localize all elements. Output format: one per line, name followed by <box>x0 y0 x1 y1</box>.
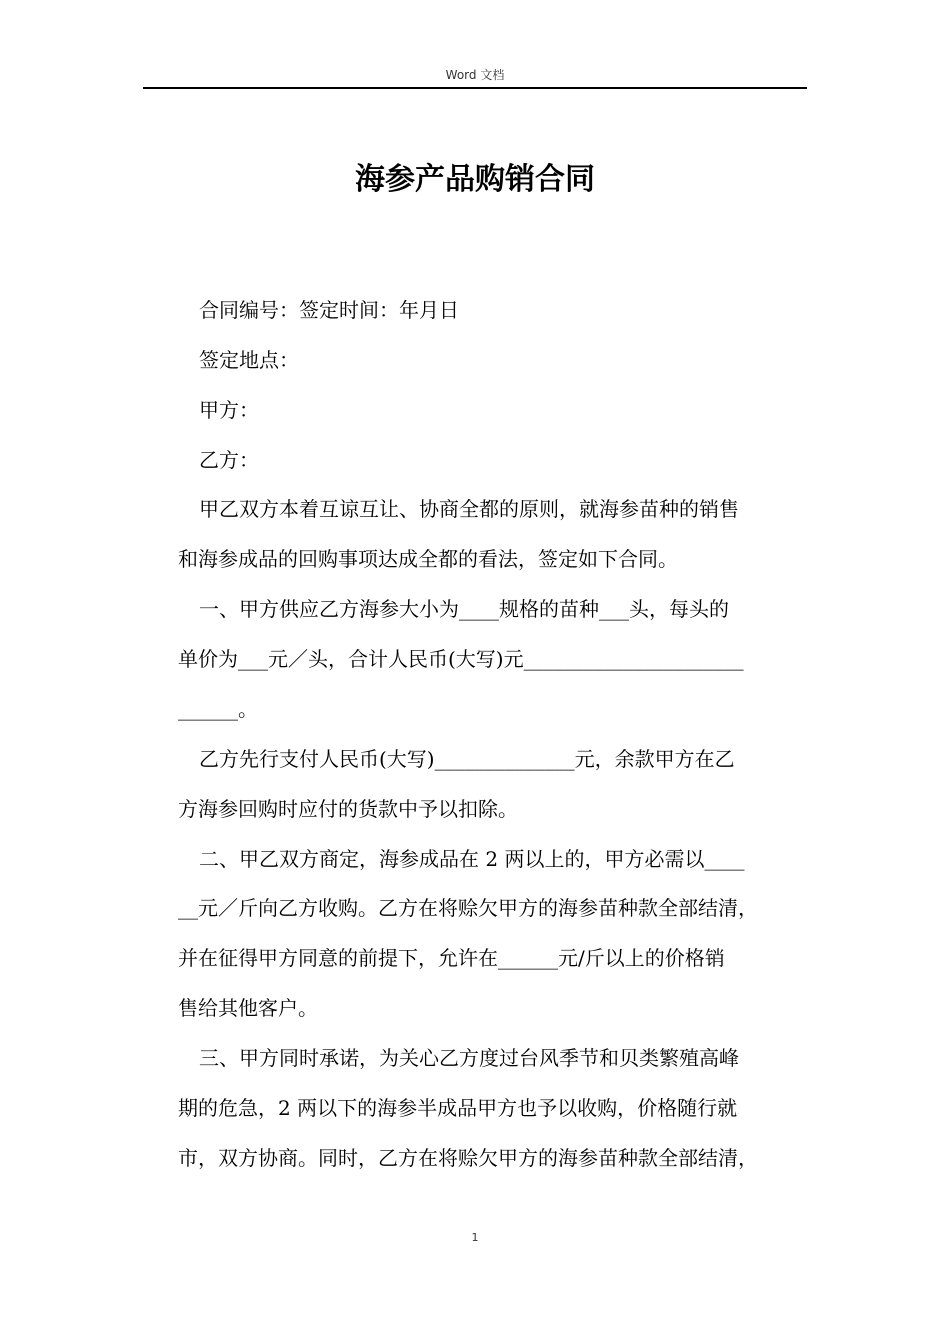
paragraph-line: 期的危急，2 两以下的海参半成品甲方也予以收购，价格随行就 <box>178 1096 738 1120</box>
paragraph-line: 三、甲方同时承诺，为关心乙方度过台风季节和贝类繁殖高峰 <box>199 1046 739 1070</box>
paragraph-line: 乙方先行支付人民币(大写)______________元，余款甲方在乙 <box>199 747 735 771</box>
header-divider <box>143 87 807 89</box>
document-title: 海参产品购销合同 <box>355 162 595 197</box>
party-b-line: 乙方： <box>199 448 259 472</box>
paragraph-line: 二、甲乙双方商定，海参成品在 2 两以上的，甲方必需以____ <box>199 847 745 871</box>
paragraph-line: 甲乙双方本着互谅互让、协商全都的原则，就海参苗种的销售 <box>199 497 739 521</box>
paragraph-line: 方海参回购时应付的货款中予以扣除。 <box>178 797 518 821</box>
paragraph-line: 售给其他客户。 <box>178 996 318 1020</box>
signing-place-line: 签定地点： <box>199 348 299 372</box>
contract-number-line: 合同编号：签定时间：年月日 <box>199 298 459 322</box>
party-a-line: 甲方： <box>199 398 259 422</box>
paragraph-line: 一、甲方供应乙方海参大小为____规格的苗种___头，每头的 <box>199 597 729 621</box>
paragraph-line: 单价为___元／头，合计人民币(大写)元______________________ <box>178 647 744 671</box>
paragraph-line: __元／斤向乙方收购。乙方在将赊欠甲方的海参苗种款全部结清， <box>178 896 758 920</box>
paragraph-line: ______。 <box>178 697 258 721</box>
paragraph-line: 市，双方协商。同时，乙方在将赊欠甲方的海参苗种款全部结清， <box>178 1146 758 1170</box>
paragraph-line: 并在征得甲方同意的前提下，允许在______元/斤以上的价格销 <box>178 946 725 970</box>
page-header: Word 文档 <box>445 68 505 82</box>
page-number: 1 <box>471 1231 479 1244</box>
paragraph-line: 和海参成品的回购事项达成全都的看法，签定如下合同。 <box>178 547 678 571</box>
